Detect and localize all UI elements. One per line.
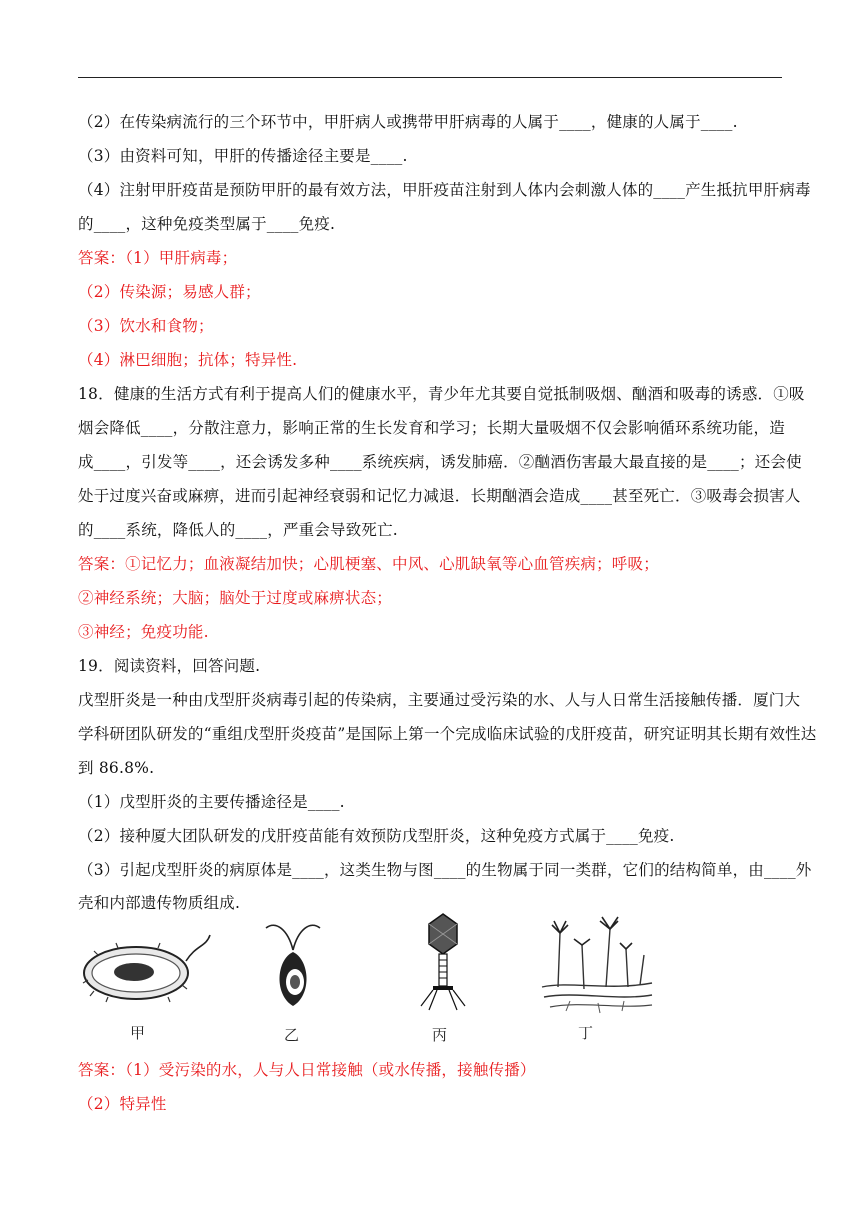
question-18-line1: 18．健康的生活方式有利于提高人们的健康水平，青少年尤其要自觉抵制吸烟、酗酒和吸毒的诱惑．①吸 — [78, 385, 805, 403]
passage-19-line1: 戊型肝炎是一种由戊型肝炎病毒引起的传染病，主要通过受污染的水、人与人日常生活接触传播．厦门大 — [78, 691, 801, 709]
answer-18-3: ③神经；免疫功能. — [78, 623, 209, 641]
question-18-line2: 烟会降低____，分散注意力，影响正常的生长发育和学习；长期大量吸烟不仅会影响循环系统功能，造 — [78, 419, 785, 437]
answer-17-2: （2）传染源；易感人群； — [78, 283, 261, 301]
answer-18-2: ②神经系统；大脑；脑处于过度或麻痹状态； — [78, 589, 393, 607]
answer-19-1: 答案：（1）受污染的水，人与人日常接触（或水传播，接触传播） — [78, 1061, 536, 1079]
header-rule — [78, 77, 782, 78]
figure-label-ding: 丁 — [578, 1024, 594, 1042]
question-19-3-line2: 壳和内部遗传物质组成. — [78, 894, 241, 912]
organism-figures — [78, 910, 658, 1050]
answer-19-2: （2）特异性 — [78, 1095, 167, 1113]
question-17-4-line2: 的____，这种免疫类型属于____免疫. — [78, 215, 336, 233]
figure-label-yi: 乙 — [284, 1026, 300, 1044]
alga-figure — [258, 910, 328, 1020]
question-17-3: （3）由资料可知，甲肝的传播途径主要是____. — [78, 147, 408, 165]
answer-17-4: （4）淋巴细胞；抗体；特异性. — [78, 351, 298, 369]
question-19-3-line1: （3）引起戊型肝炎的病原体是____，这类生物与图____的生物属于同一类群，它们的结构简单，由____外 — [78, 861, 812, 879]
passage-19-line2: 学科研团队研发的“重组戊型肝炎疫苗”是国际上第一个完成临床试验的戊肝疫苗，研究证明其长期有效性达 — [78, 725, 817, 743]
answer-17-3: （3）饮水和食物； — [78, 317, 214, 335]
passage-19-line3: 到 86.8%. — [78, 759, 155, 777]
answer-17-1: 答案：（1）甲肝病毒； — [78, 249, 238, 267]
figure-label-bing: 丙 — [432, 1026, 448, 1044]
mold-figure — [540, 915, 655, 1015]
answer-18-1: 答案：①记忆力；血液凝结加快；心肌梗塞、中风、心肌缺氧等心血管疾病；呼吸； — [78, 555, 659, 573]
question-18-line5: 的____系统，降低人的____，严重会导致死亡. — [78, 521, 398, 539]
question-19-title: 19．阅读资料，回答问题. — [78, 657, 261, 675]
question-17-4-line1: （4）注射甲肝疫苗是预防甲肝的最有效方法，甲肝疫苗注射到人体内会刺激人体的____产生抵抗甲肝病毒 — [78, 181, 811, 199]
question-18-line4: 处于过度兴奋或麻痹，进而引起神经衰弱和记忆力减退．长期酗酒会造成____甚至死亡．③吸毒会损害人 — [78, 487, 801, 505]
question-19-1: （1）戊型肝炎的主要传播途径是____. — [78, 793, 345, 811]
question-17-2: （2）在传染病流行的三个环节中，甲肝病人或携带甲肝病毒的人属于____，健康的人属于____. — [78, 113, 738, 131]
question-19-2: （2）接种厦大团队研发的戊肝疫苗能有效预防戊型肝炎，这种免疫方式属于____免疫. — [78, 827, 675, 845]
bacteriophage-figure — [413, 910, 473, 1025]
bacterium-figure — [78, 925, 213, 1010]
question-18-line3: 成____，引发等____，还会诱发多种____系统疾病，诱发肺癌．②酗酒伤害最大最直接的是____；还会使 — [78, 453, 802, 471]
figure-label-jia: 甲 — [130, 1024, 146, 1042]
